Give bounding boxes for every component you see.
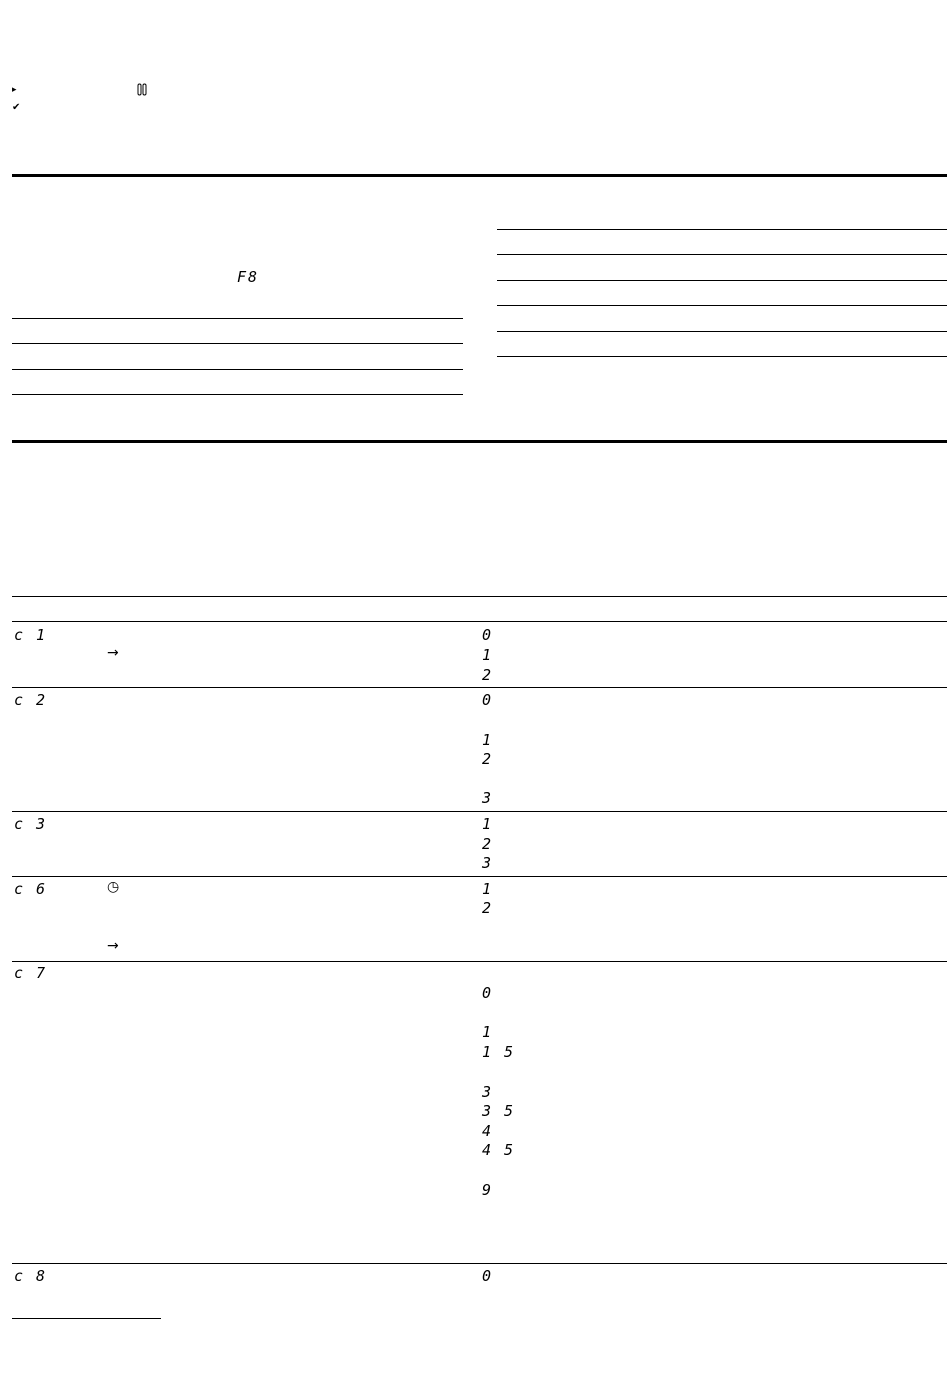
setting-value: 3 <box>482 789 494 807</box>
setting-value: 4 5 <box>482 1141 516 1159</box>
setting-value: 1 <box>482 646 494 664</box>
arrow-right-icon: → <box>107 938 119 954</box>
setting-value: 0 <box>482 1267 494 1285</box>
setting-code: c 7 <box>14 964 48 982</box>
setting-value: 1 5 <box>482 1043 516 1061</box>
setting-value: 1 <box>482 880 494 898</box>
setting-code: c 3 <box>14 815 48 833</box>
setting-value: 4 <box>482 1122 494 1140</box>
footnote-rule <box>12 1318 161 1319</box>
arrow-right-icon: → <box>107 645 119 661</box>
setting-value: 0 <box>482 691 494 709</box>
setting-value: 1 <box>482 1023 494 1041</box>
setting-code: c 1 <box>14 626 48 644</box>
table-rule <box>497 254 947 255</box>
table-rule <box>12 369 463 370</box>
setting-value: 3 <box>482 1083 494 1101</box>
setting-value: 9 <box>482 1181 494 1199</box>
display-code-f8: F8 <box>237 268 260 286</box>
bullet-arrow-icon: ▸ <box>12 85 17 95</box>
setting-code: c 2 <box>14 691 48 709</box>
setting-code: c 8 <box>14 1267 48 1285</box>
row-rule <box>12 1263 947 1264</box>
setting-value: 3 5 <box>482 1102 516 1120</box>
table-rule <box>12 318 463 319</box>
clock-icon: ◷ <box>107 879 120 895</box>
table-rule <box>497 331 947 332</box>
table-rule <box>497 280 947 281</box>
table-rule <box>497 356 947 357</box>
setting-value: 2 <box>482 750 494 768</box>
setting-value: 1 <box>482 731 494 749</box>
row-rule <box>12 811 947 812</box>
setting-value: 3 <box>482 854 494 872</box>
setting-value: 2 <box>482 899 494 917</box>
setting-value: 0 <box>482 984 494 1002</box>
table-rule <box>497 305 947 306</box>
top-list <box>12 82 212 118</box>
row-rule <box>12 961 947 962</box>
table-header-top-rule <box>12 596 947 597</box>
setting-code: c 6 <box>14 880 48 898</box>
setting-value: 1 <box>482 815 494 833</box>
setting-value: 2 <box>482 835 494 853</box>
table-header-bottom-rule <box>12 621 947 622</box>
setting-value: 0 <box>482 626 494 644</box>
section-divider <box>12 174 947 177</box>
row-rule <box>12 876 947 877</box>
setting-value: 2 <box>482 666 494 684</box>
section-divider <box>12 440 947 443</box>
table-rule <box>12 394 463 395</box>
pause-icon <box>137 83 147 96</box>
row-rule <box>12 687 947 688</box>
table-rule <box>497 229 947 230</box>
table-rule <box>12 343 463 344</box>
check-mark-icon: ✔ <box>12 102 21 113</box>
